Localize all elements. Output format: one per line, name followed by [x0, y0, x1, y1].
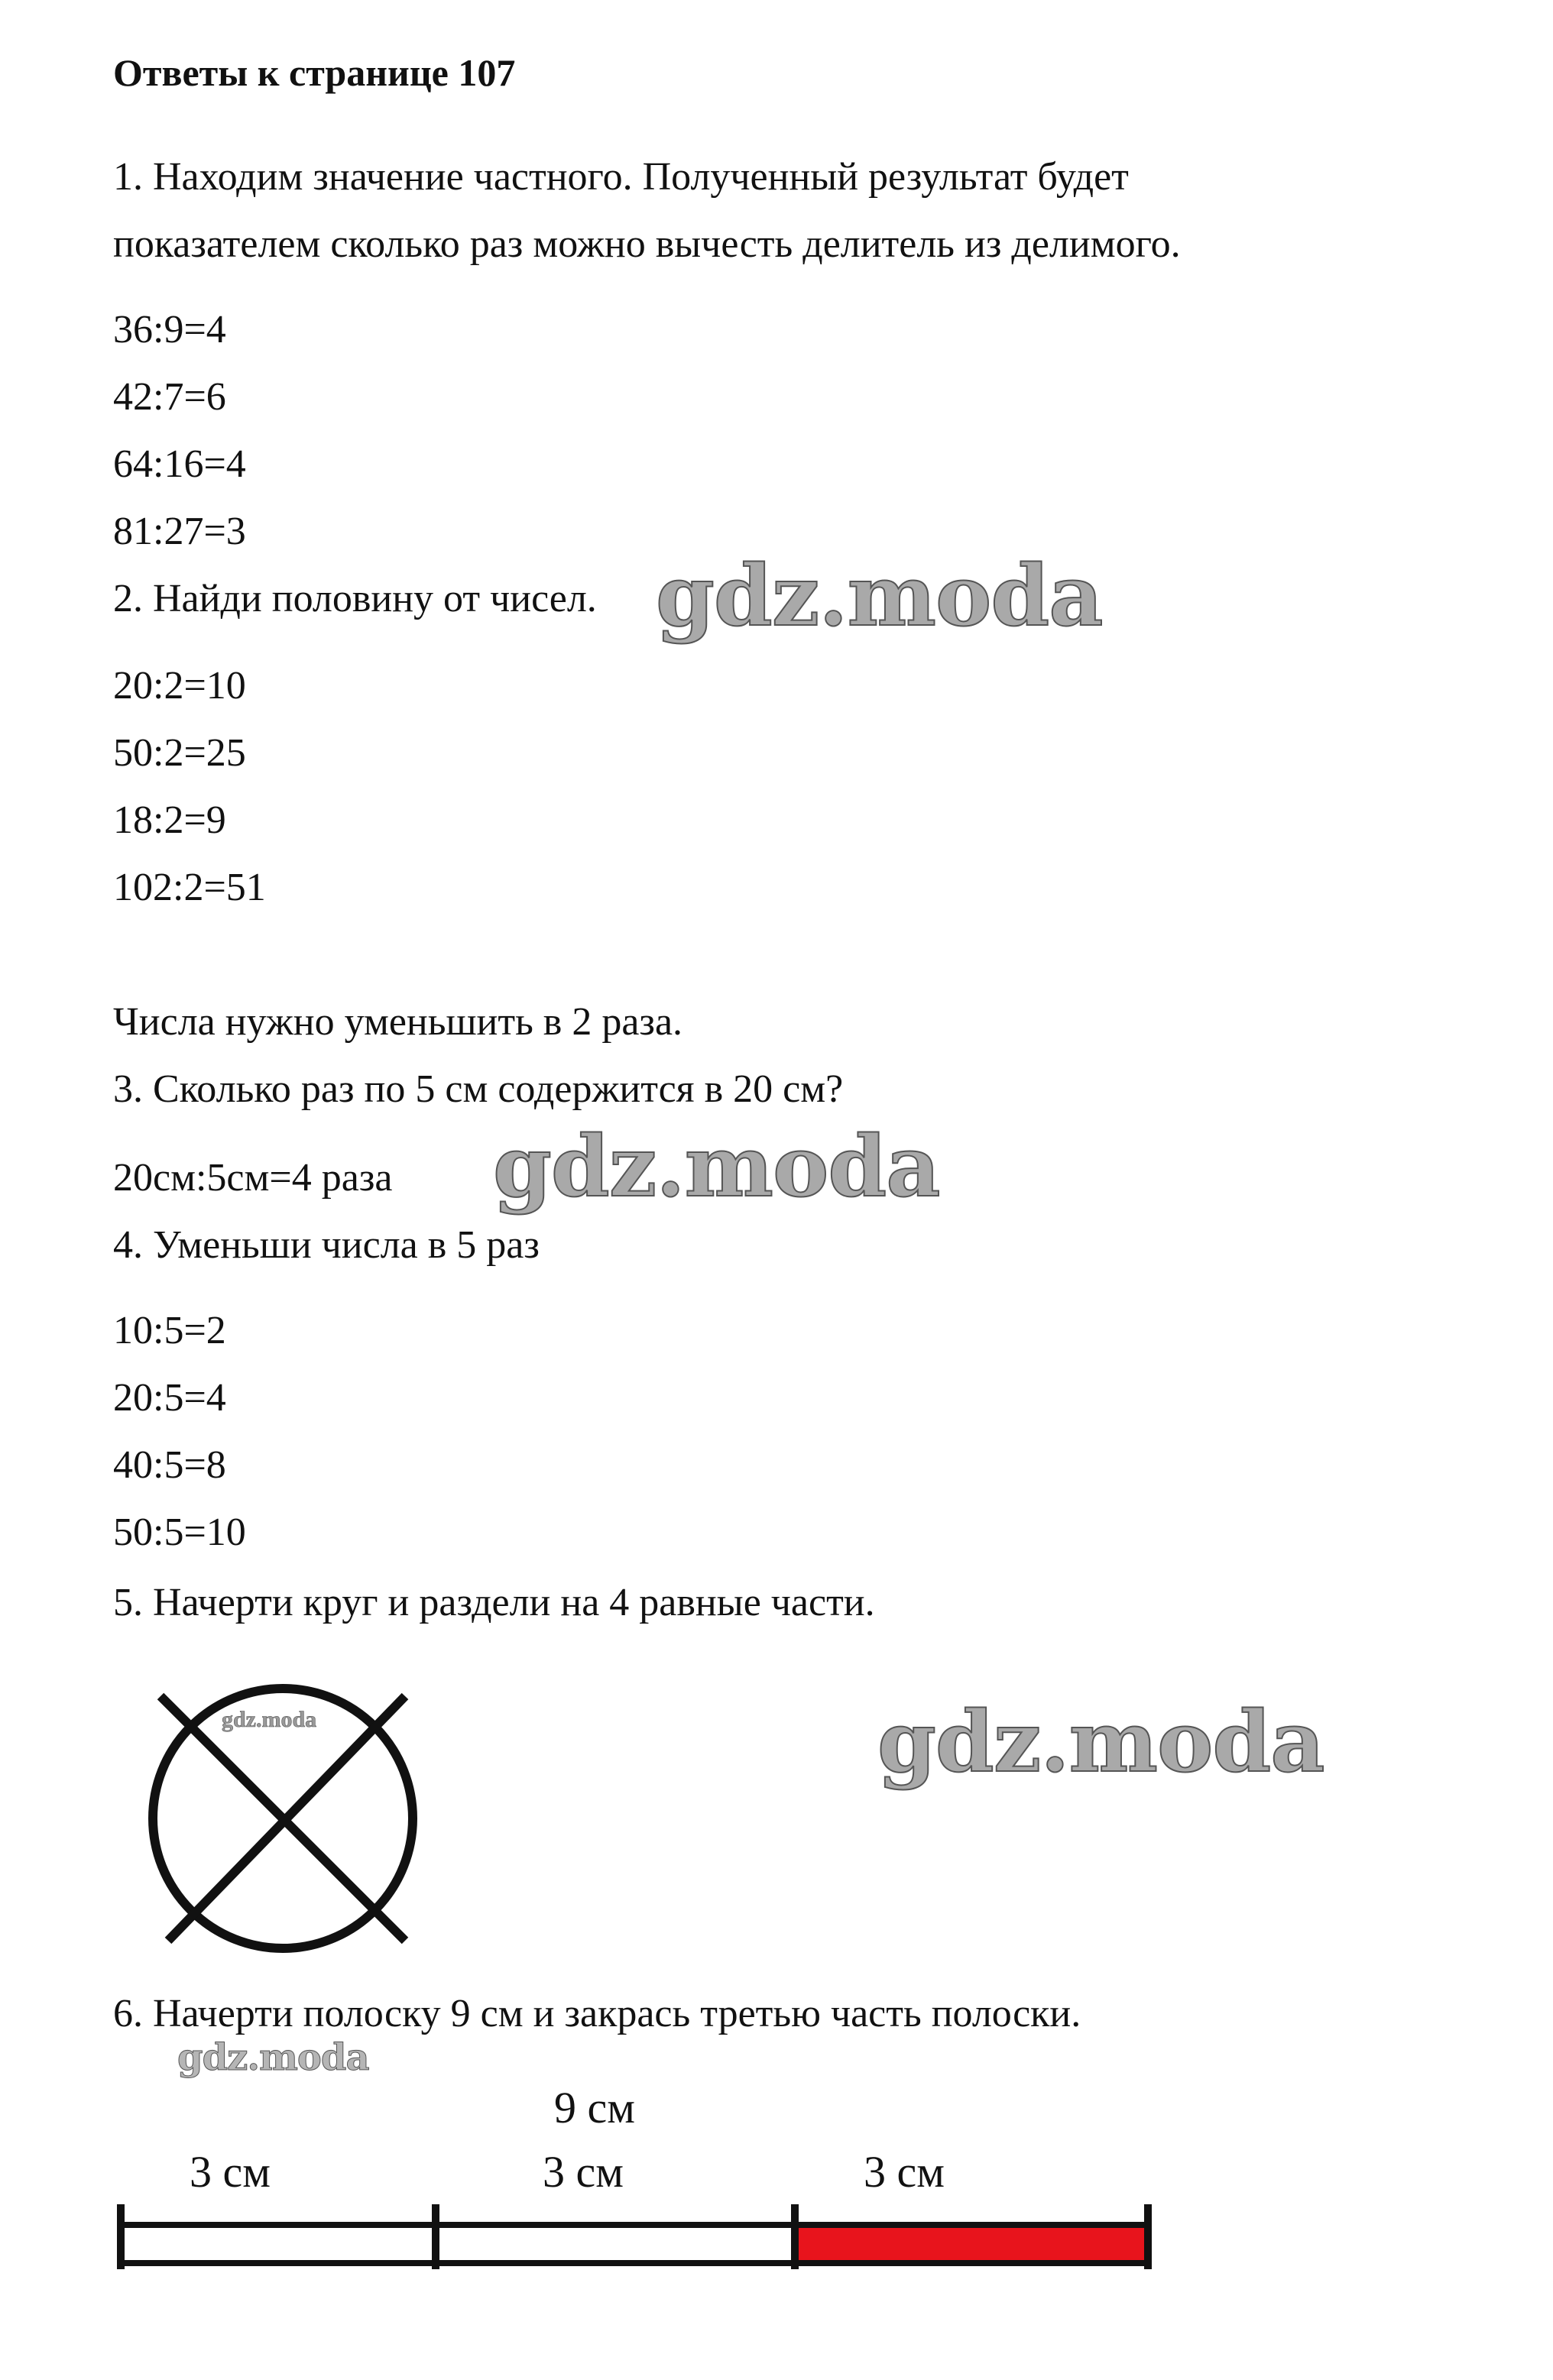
task4-equation: 20:5=4 [113, 1376, 226, 1420]
watermark: gdz.moda [222, 1707, 317, 1732]
task4-equation: 40:5=8 [113, 1443, 226, 1487]
task3-text: 3. Сколько раз по 5 см содержится в 20 см? [113, 1067, 844, 1111]
task4-equation: 50:5=10 [113, 1511, 246, 1554]
page-title: Ответы к странице 107 [113, 51, 516, 94]
task4-text: 4. Уменьши числа в 5 раз [113, 1223, 540, 1267]
task1-equation: 64:16=4 [113, 442, 246, 486]
task2-equation: 20:2=10 [113, 664, 246, 708]
watermark: gdz.moda [493, 1117, 940, 1216]
segment-label-2: 3 см [543, 2147, 624, 2197]
task1-equation: 36:9=4 [113, 308, 226, 351]
task4-equation: 10:5=2 [113, 1309, 226, 1352]
task1-equation: 81:27=3 [113, 510, 246, 553]
task2-conclusion: Числа нужно уменьшить в 2 раза. [113, 1000, 683, 1044]
task2-equation: 50:2=25 [113, 731, 246, 775]
task5-text: 5. Начерти круг и раздели на 4 равные части. [113, 1581, 875, 1624]
task3-answer: 20см:5см=4 раза [113, 1156, 393, 1200]
watermark: gdz.moda [177, 2036, 369, 2079]
task1-equation: 42:7=6 [113, 375, 226, 419]
task1-text-line2: показателем сколько раз можно вычесть делитель из делимого. [113, 222, 1181, 266]
circle-divided-figure [138, 1666, 443, 1971]
task6-text: 6. Начерти полоску 9 см и закрась третью часть полоски. [113, 1992, 1081, 2035]
segment-label-3: 3 см [864, 2147, 945, 2197]
strip-segment-1 [121, 2225, 436, 2263]
strip-segment-2 [436, 2225, 795, 2263]
watermark: gdz.moda [656, 546, 1103, 645]
task2-text: 2. Найди половину от чисел. [113, 577, 597, 620]
task2-equation: 18:2=9 [113, 798, 226, 842]
strip-diagram [107, 2063, 1177, 2284]
strip-total-label: 9 см [554, 2083, 635, 2132]
segment-label-1: 3 см [190, 2147, 271, 2197]
task2-equation: 102:2=51 [113, 866, 266, 909]
task1-text-line1: 1. Находим значение частного. Полученный результат будет [113, 155, 1129, 199]
watermark: gdz.moda [877, 1692, 1324, 1791]
strip-segment-3-shaded [795, 2225, 1148, 2263]
